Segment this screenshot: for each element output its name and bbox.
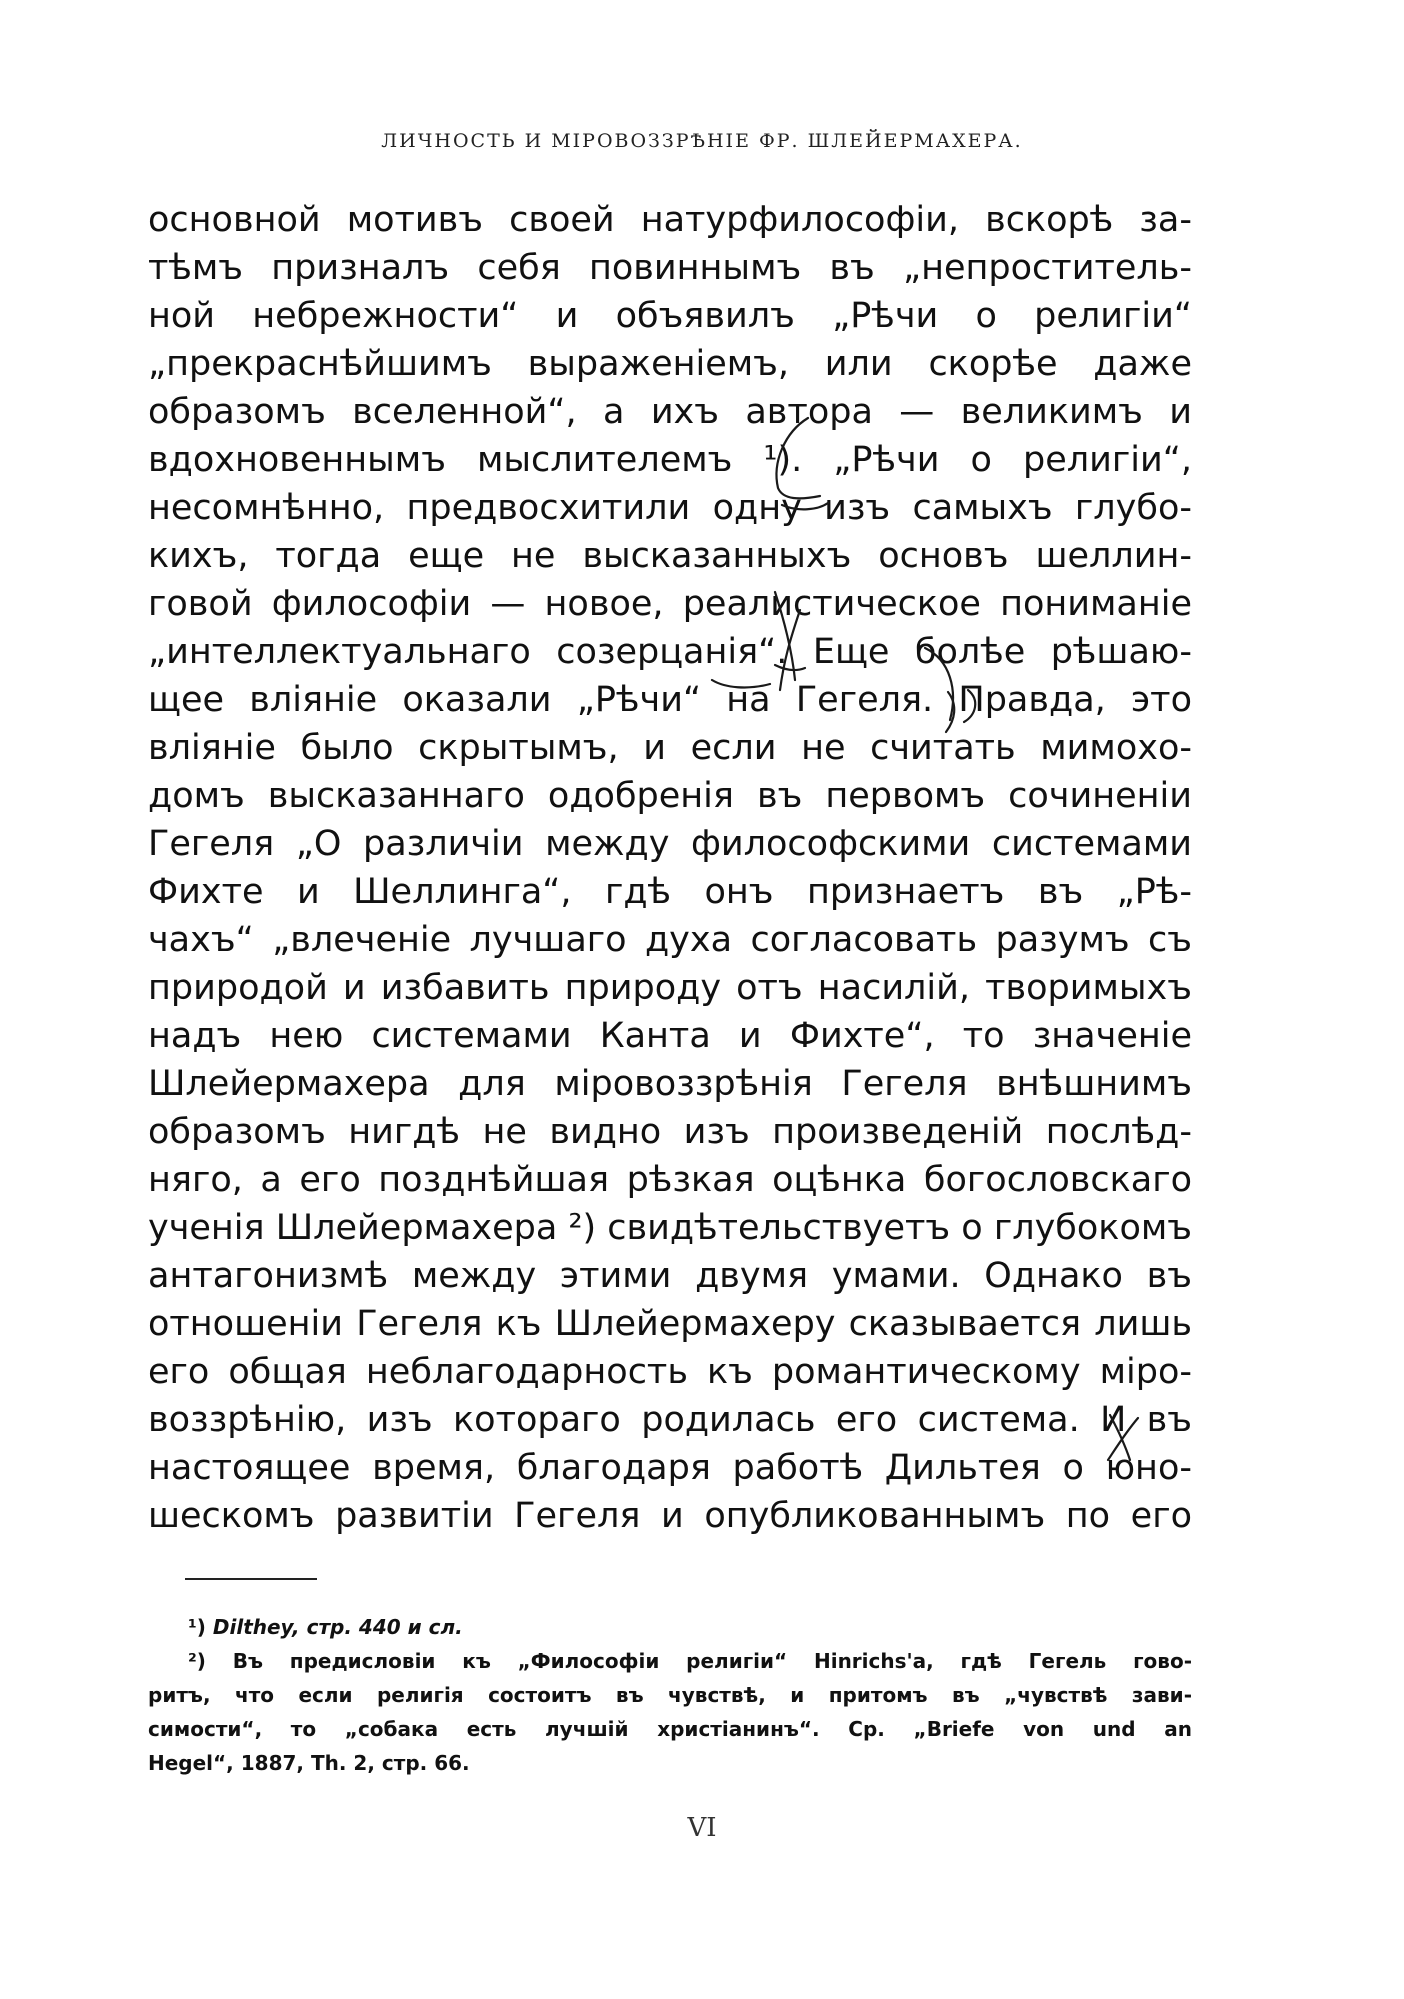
footnote-text: Въ предисловіи къ „Философіи религіи“ Hinrichs'а, гдѣ Гегель гово- [232,1649,1192,1673]
footnotes [148,1610,1192,1780]
text-line: шескомъ развитіи Гегеля и опубликованнымъ по его [148,1496,1192,1536]
footnote-2 [148,1644,1192,1678]
footnote-continuation: Hegel“, 1887, Th. 2, стр. 66. [148,1751,470,1775]
text-line: няго, а его позднѣйшая рѣзкая оцѣнка богословскаго [148,1160,1192,1200]
text-line: „интеллектуальнаго созерцанія“. Еще болѣе рѣшаю- [148,632,1192,672]
text-line: чахъ“ „влеченіе лучшаго духа согласовать разумъ съ [148,920,1192,960]
text-line: основной мотивъ своей натурфилософіи, вскорѣ за- [148,200,1192,240]
text-line: „прекраснѣйшимъ выраженіемъ, или скорѣе даже [148,344,1192,384]
text-line: несомнѣнно, предвосхитили одну изъ самыхъ глубо- [148,488,1192,528]
text-line: настоящее время, благодаря работѣ Дильтея о юно- [148,1448,1192,1488]
text-line: Шлейермахера для міровоззрѣнія Гегеля внѣшнимъ [148,1064,1192,1104]
footnote-1 [148,1610,1192,1644]
text-line: щее вліяніе оказали „Рѣчи“ на Гегеля. Правда, это [148,680,1192,720]
text-line: тѣмъ призналъ себя повиннымъ въ „непроститель- [148,248,1192,288]
text-line: кихъ, тогда еще не высказанныхъ основъ шеллин- [148,536,1192,576]
text-line: воззрѣнію, изъ котораго родилась его система. И въ [148,1400,1192,1440]
text-line: его общая неблагодарность къ романтическому міро- [148,1352,1192,1392]
running-head: ЛИЧНОСТЬ И МІРОВОЗЗРѢНІЕ ФР. ШЛЕЙЕРМАХЕРА. [381,130,1023,152]
footnote-mark: ¹) [188,1615,206,1639]
text-line: образомъ нигдѣ не видно изъ произведеній послѣд- [148,1112,1192,1152]
page-number: VI [687,1813,717,1843]
text-line: домъ высказаннаго одобренія въ первомъ сочиненіи [148,776,1192,816]
footnote-text: Dilthey, стр. 440 и сл. [212,1615,463,1639]
footnote-mark: ²) [188,1649,206,1673]
text-line: образомъ вселенной“, а ихъ автора — великимъ и [148,392,1192,432]
body-text [148,196,1192,1540]
footnote-continuation: симости“, то „собака есть лучшій христіанинъ“. Ср. „Briefe von und an [148,1717,1192,1741]
footnote-rule [185,1578,317,1580]
text-line: природой и избавить природу отъ насилій, творимыхъ [148,968,1192,1008]
text-line: отношеніи Гегеля къ Шлейермахеру сказывается лишь [148,1304,1192,1344]
text-line: антагонизмѣ между этими двумя умами. Однако въ [148,1256,1192,1296]
text-line: вдохновеннымъ мыслителемъ ¹). „Рѣчи о религіи“, [148,440,1192,480]
text-line: надъ нею системами Канта и Фихте“, то значеніе [148,1016,1192,1056]
text-line: ной небрежности“ и объявилъ „Рѣчи о религіи“ [148,296,1192,336]
text-line: Гегеля „О различіи между философскими системами [148,824,1192,864]
footnote-continuation: ритъ, что если религія состоитъ въ чувствѣ, и притомъ въ „чувствѣ зави- [148,1683,1192,1707]
text-line: говой философіи — новое, реалистическое пониманіе [148,584,1192,624]
text-line: вліяніе было скрытымъ, и если не считать мимохо- [148,728,1192,768]
text-line: Фихте и Шеллинга“, гдѣ онъ признаетъ въ „Рѣ- [148,872,1192,912]
text-line: ученія Шлейермахера ²) свидѣтельствуетъ о глубокомъ [148,1208,1192,1248]
